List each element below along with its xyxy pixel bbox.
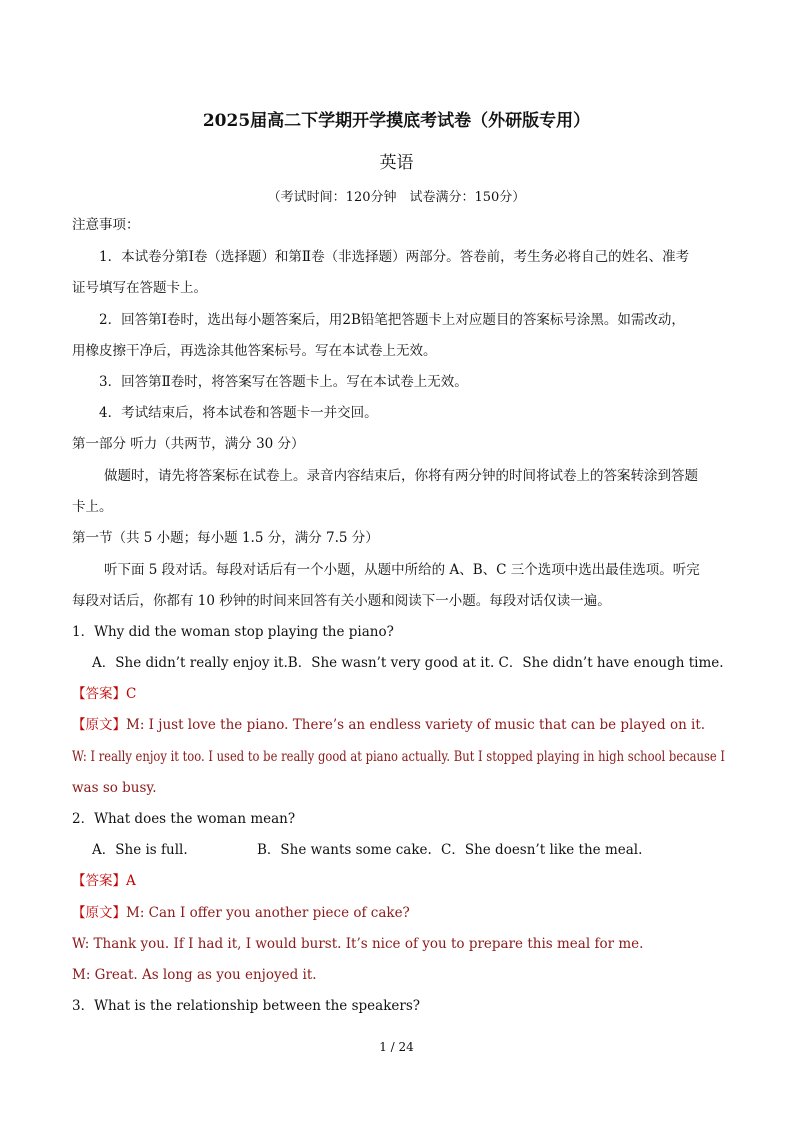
q1-stem: 1．Why did the woman stop playing the piano?	[72, 624, 394, 640]
notice-item-1a: 1．本试卷分第Ⅰ卷（选择题）和第Ⅱ卷（非选择题）两部分。答卷前，考生务必将自己的姓名、准考	[99, 249, 690, 265]
q1-orig-m: M: I just love the piano. There’s an endless variety of music that can be played on it.	[126, 717, 706, 733]
q2-orig-m2: M: Great. As long as you enjoyed it.	[72, 967, 317, 983]
page-number: 1 / 24	[379, 1040, 414, 1054]
part1-heading: 第一部分 听力（共两节，满分 30 分）	[72, 436, 305, 452]
section1-heading: 第一节（共 5 小题；每小题 1.5 分，满分 7.5 分）	[72, 530, 379, 546]
exam-info: （考试时间：120分钟 试卷满分：150分）	[267, 190, 526, 205]
q2-orig-m1-line	[72, 904, 410, 922]
section1-instr-b: 每段对话后，你都有 10 秒钟的时间来回答有关小题和阅读下一小题。每段对话仅读一遍。	[72, 593, 611, 609]
notice-item-2b: 用橡皮擦干净后，再选涂其他答案标号。写在本试卷上无效。	[72, 343, 437, 359]
q2-option-b: B．She wants some cake.	[257, 842, 432, 858]
q1-answer: 【答案】C	[72, 686, 137, 702]
q1-orig-w-a: W: I really enjoy it too. I used to be really good at piano actually. But I stopped playing in high school because I	[72, 749, 726, 765]
part1-instr-b: 卡上。	[72, 499, 113, 515]
q2-orig-label: 【原文】	[72, 905, 126, 921]
exam-title: 2025届高二下学期开学摸底考试卷（外研版专用）	[202, 111, 591, 131]
q1-options: A．She didn’t really enjoy it.B．She wasn’t very good at it. C．She didn’t have enough time.	[92, 655, 724, 671]
q2-orig-m1: M: Can I offer you another piece of cake?	[126, 905, 410, 921]
q2-option-c: C．She doesn’t like the meal.	[441, 842, 643, 858]
notice-item-3: 3．回答第Ⅱ卷时，将答案写在答题卡上。写在本试卷上无效。	[99, 374, 468, 390]
notice-item-2a: 2．回答第Ⅰ卷时，选出每小题答案后，用2B铅笔把答题卡上对应题目的答案标号涂黑。如需改动，	[99, 312, 685, 328]
q1-orig-w-b: was so busy.	[72, 780, 157, 796]
notice-item-4: 4．考试结束后，将本试卷和答题卡一并交回。	[99, 405, 378, 421]
q3-stem: 3．What is the relationship between the speakers?	[72, 998, 420, 1014]
q1-orig-m-line	[72, 716, 705, 734]
section1-instr-a: 听下面 5 段对话。每段对话后有一个小题，从题中所给的 A、B、C 三个选项中选出最佳选项。听完	[104, 562, 700, 578]
q2-stem: 2．What does the woman mean?	[72, 811, 296, 827]
notice-item-1b: 证号填写在答题卡上。	[72, 280, 207, 296]
notice-heading: 注意事项：	[72, 217, 140, 233]
part1-instr-a: 做题时，请先将答案标在试卷上。录音内容结束后，你将有两分钟的时间将试卷上的答案转涂到答题	[104, 468, 698, 484]
q2-option-a: A．She is full.	[92, 842, 188, 858]
q2-answer: 【答案】A	[72, 873, 136, 889]
q1-orig-label: 【原文】	[72, 717, 126, 733]
exam-subject: 英语	[379, 153, 414, 173]
q2-orig-w: W: Thank you. If I had it, I would burst. It’s nice of you to prepare this meal for me.	[72, 936, 644, 952]
